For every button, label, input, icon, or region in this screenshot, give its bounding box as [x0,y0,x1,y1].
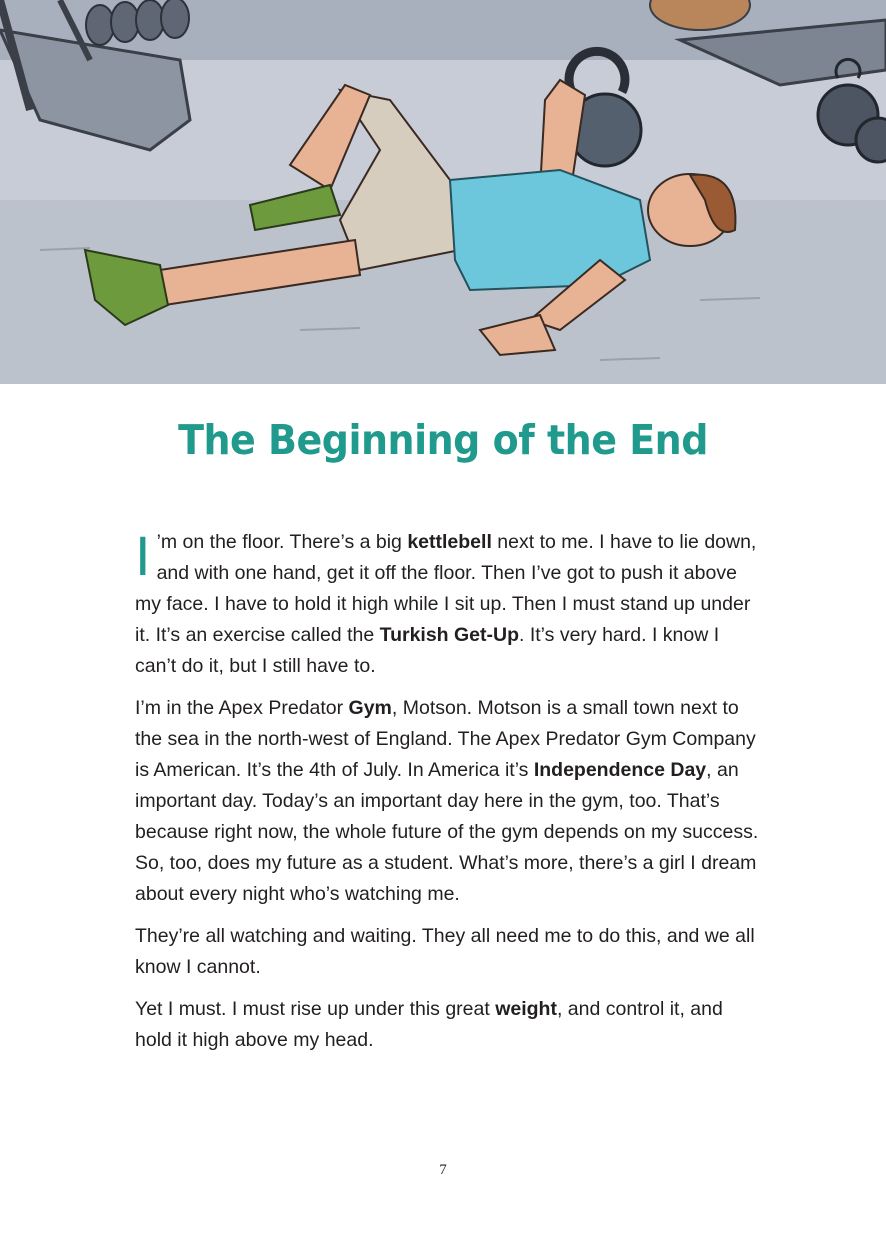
bold-term: kettlebell [407,531,492,553]
text-run: next to me. I have to lie down, and with one hand, get it off the floor. Then I’ve got to push it above my face. I have to hold it high while I sit up. Then I must stand up under it. It’s an exercise called the [135,531,757,646]
text-run: They’re all watching and waiting. They all need me to do this, and we all know I cannot. [135,925,755,978]
text-run: ’m on the floor. There’s a big [156,531,408,553]
bold-term: Turkish Get-Up [379,624,520,646]
bold-term: weight [495,998,557,1020]
text-run: I’m in the Apex Predator [135,697,349,719]
drop-cap: I [135,524,151,587]
text-run: , an important day. Today’s an important day here in the gym, too. That’s because right now, the whole future of the gym depends on my success. So, too, does my future as a student. What’s more, there’s a girl I dream about every night who’s watching me. [135,759,759,905]
text-run: , Motson. Motson is a small town next to the sea in the north-west of England. The Apex Predator Gym Company is American. It’s the 4th of July. In America it’s [135,697,756,781]
text-run: Yet I must. I must rise up under this great [135,998,496,1020]
paragraph [135,994,765,1056]
chapter-title: The Beginning of the End [178,416,708,464]
text-run: . It’s very hard. I know I can’t do it, but I still have to. [135,624,720,677]
bold-term: Independence Day [533,759,707,781]
page-number: 7 [439,1162,447,1178]
chapter-body [135,524,765,1067]
paragraph [135,524,765,682]
text-run: , and control it, and hold it high above my head. [135,998,723,1051]
paragraph [135,921,765,983]
paragraph [135,693,765,910]
bold-term: Gym [348,697,392,719]
gym-illustration [0,0,886,384]
